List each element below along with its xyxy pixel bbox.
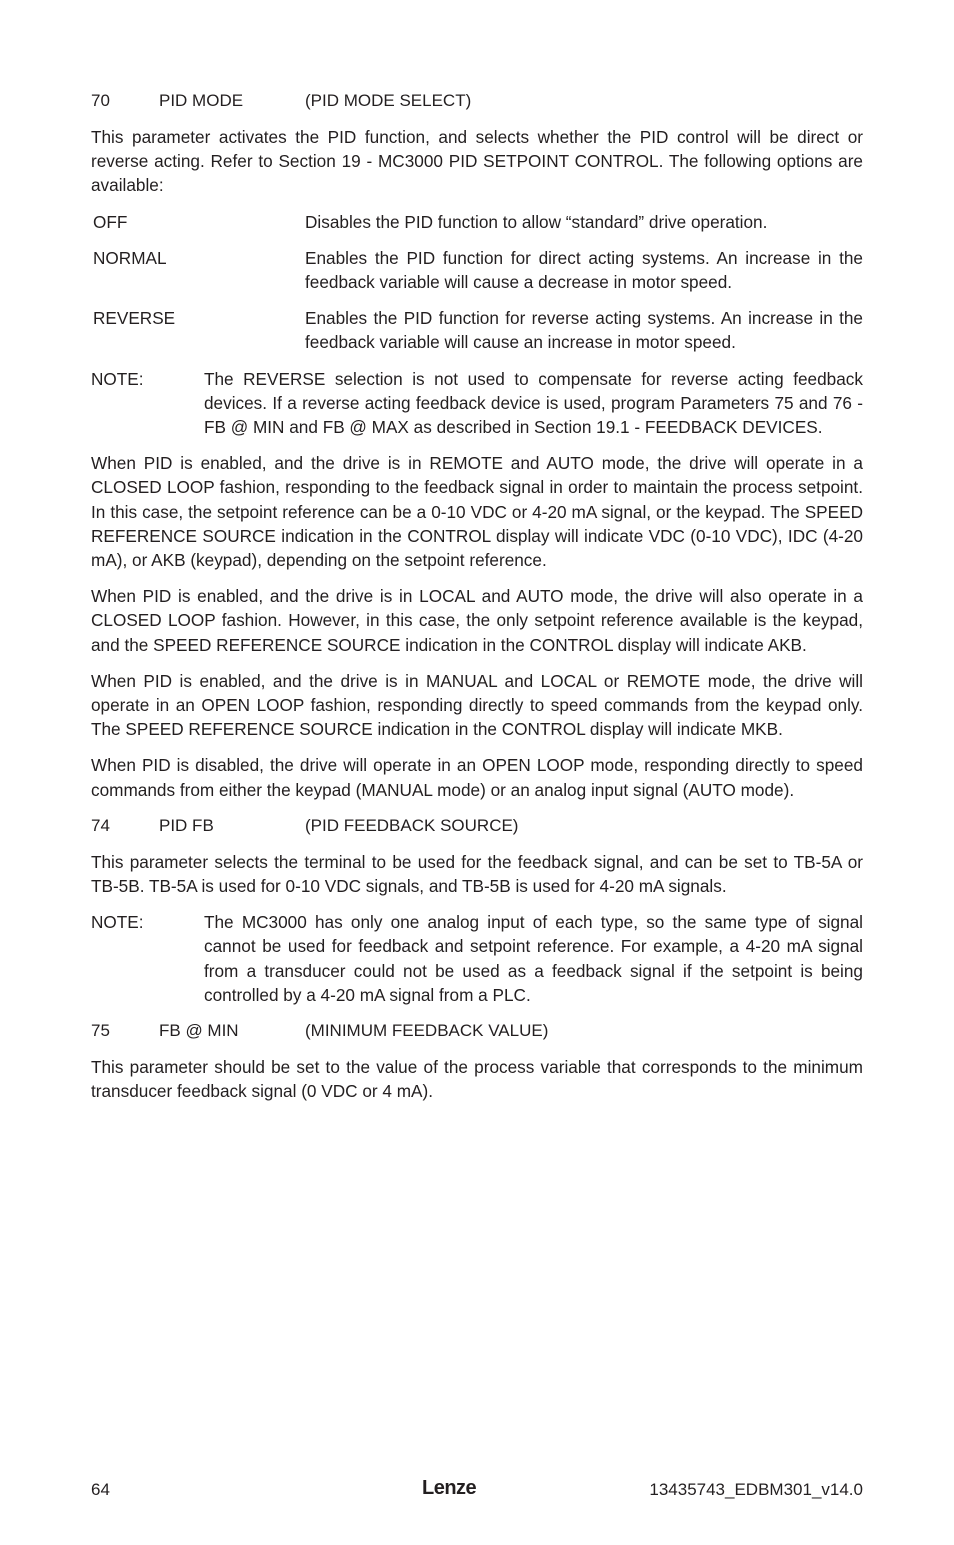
- param-number: 70: [91, 91, 110, 110]
- param-70-intro: This parameter activates the PID function, and selects whether the PID control will be direct or reverse acting. Refer to Section 19 - MC3000 PID SETPOINT CONTROL. The following options are available:: [91, 127, 863, 196]
- page-number: 64: [91, 1480, 110, 1499]
- param-name: PID FB: [159, 815, 214, 835]
- param-70-note: [91, 367, 863, 440]
- option-label: REVERSE: [93, 308, 176, 329]
- lenze-logo: Lenze: [422, 1477, 477, 1499]
- option-reverse: [91, 306, 863, 354]
- option-normal: [91, 246, 863, 294]
- paragraph-manual: When PID is enabled, and the drive is in MANUAL and LOCAL or REMOTE mode, the drive will operate in an OPEN LOOP fashion, responding directly to speed commands from the keypad only. The SPEED REFERENCE SOURCE indication in the CONTROL display will indicate MKB.: [91, 670, 863, 740]
- param-70-heading: [91, 89, 863, 113]
- note-label: NOTE:: [91, 368, 144, 389]
- document-id: 13435743_EDBM301_v14.0: [649, 1480, 863, 1499]
- param-74-note: [91, 910, 863, 1007]
- param-description: (MINIMUM FEEDBACK VALUE): [305, 1021, 549, 1041]
- note-text: The MC3000 has only one analog input of each type, so the same type of signal cannot be used for feedback and setpoint reference. For example, a 4-20 mA signal from a transducer could not be used as a feedback signal if the setpoint is being controlled by a 4-20 mA signal from a PLC.: [204, 912, 863, 1005]
- param-description: (PID FEEDBACK SOURCE): [305, 815, 519, 835]
- option-description: Enables the PID function for reverse acting systems. An increase in the feedback variable will cause an increase in motor speed.: [305, 308, 863, 353]
- param-description: (PID MODE SELECT): [305, 91, 472, 110]
- param-74-heading: [91, 814, 863, 838]
- param-name: PID MODE: [159, 91, 244, 110]
- param-75-intro: This parameter should be set to the value of the process variable that corresponds to the minimum transducer feedback signal (0 VDC or 4 mA).: [91, 1057, 863, 1102]
- paragraph-local-auto: When PID is enabled, and the drive is in LOCAL and AUTO mode, the drive will also operate in a CLOSED LOOP fashion. However, in this case, the only setpoint reference available is the keypad, and the SPEED REFERENCE SOURCE indication in the CONTROL display will indicate AKB.: [91, 586, 863, 655]
- param-number: 75: [91, 1021, 110, 1041]
- option-off: [91, 210, 863, 234]
- page-footer: [91, 1476, 863, 1504]
- paragraph-remote-auto: When PID is enabled, and the drive is in REMOTE and AUTO mode, the drive will operate in a CLOSED LOOP fashion, responding to the feedback signal in order to maintain the process setpoint. In this case, the setpoint reference can be a 0-10 VDC or 4-20 mA signal, or the keypad. The SPEED REFERENCE SOURCE indication in the CONTROL display will indicate VDC (0-10 VDC), IDC (4-20 mA), or AKB (keypad), depending on the setpoint reference.: [91, 453, 863, 571]
- param-number: 74: [91, 815, 110, 835]
- note-label: NOTE:: [91, 912, 144, 933]
- note-text: The REVERSE selection is not used to compensate for reverse acting feedback devices. If a reverse acting feedback device is used, program Parameters 75 and 76 - FB @ MIN and FB @ MAX as described in Section 19.1 - FEEDBACK DEVICES.: [204, 368, 863, 438]
- param-name: FB @ MIN: [159, 1021, 239, 1041]
- option-description: Enables the PID function for direct acting systems. An increase in the feedback variable will cause a decrease in motor speed.: [305, 247, 863, 293]
- page-content: [91, 89, 863, 1116]
- option-description: Disables the PID function to allow “standard” drive operation.: [305, 211, 768, 232]
- paragraph-pid-disabled: When PID is disabled, the drive will operate in an OPEN LOOP mode, responding directly to speed commands from either the keypad (MANUAL mode) or an analog input signal (AUTO mode).: [91, 755, 863, 800]
- option-label: NORMAL: [93, 247, 167, 268]
- option-label: OFF: [93, 211, 128, 232]
- param-75-heading: [91, 1019, 863, 1043]
- param-74-intro: This parameter selects the terminal to be used for the feedback signal, and can be set to TB-5A or TB-5B. TB-5A is used for 0-10 VDC signals, and TB-5B is used for 4-20 mA signals.: [91, 851, 863, 897]
